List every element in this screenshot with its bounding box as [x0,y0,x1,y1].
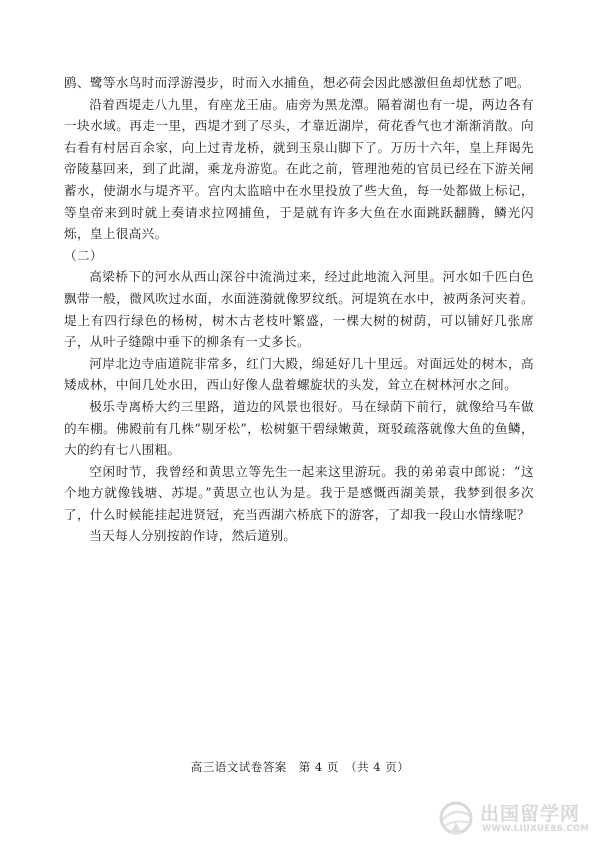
section-heading: （二） [64,247,103,263]
globe-logo-icon [436,798,476,838]
article-body [64,72,534,547]
paragraph: 极乐寺离桥大约三里路，道边的风景也很好。马在绿荫下前行，就像给马车做的车棚。佛殿前有几株“剔牙松”，松树躯干碧绿嫩黄，斑驳疏落就像大鱼的鱼鳞，大的约有七八围粗。 [64,398,534,458]
paragraph: 当天每人分别按韵作诗，然后道别。 [89,528,297,544]
page-footer: 高三语文试卷答案 第 4 页 （共 4 页） [190,760,410,774]
watermark [436,796,596,844]
paragraph: 沿着西堤走八九里，有座龙王庙。庙旁为黑龙潭。隔着湖也有一堤，两边各有一块水域。再走一里，西堤才到了尽头，才靠近湖岸，荷花香气也才渐渐消散。向右看有村居百余家，向上过青龙桥，就到玉泉山脚下了。万历十六年，皇上拜谒先帝陵墓回来，到了此湖，乘龙舟游览。在此之前，管理池苑的官员已经在下游关闸蓄水，使湖水与堤齐平。宫内太监暗中在水里投放了些大鱼，每一处都做上标记，等皇帝来到时就上奏请求拉网捕鱼，于是就有许多大鱼在水面跳跃翻腾，鳞光闪烁，皇上很高兴。 [64,96,534,242]
watermark-text: 出国留学网 [480,803,581,825]
paragraph: 空闲时节，我曾经和黄思立等先生一起来这里游玩。我的弟弟袁中郎说：“这个地方就像钱塘、苏堤。”黄思立也认为是。我于是感慨西湖美景，我梦到很多次了，什么时候能挂起进贤冠，充当西湖六桥底下的游客，了却我一段山水情缘呢？ [64,463,534,522]
paragraph: 鸥、鹭等水鸟时而浮游漫步，时而入水捕鱼，想必荷会因此感激但鱼却忧愁了吧。 [64,75,530,90]
paragraph: 高梁桥下的河水从西山深谷中流淌过来，经过此地流入河里。河水如千匹白色飘带一般，微风吹过水面，水面涟漪就像罗纹纸。河堤筑在水中，被两条河夹着。堤上有四行绿色的杨树，树木古老枝叶繁盛，一棵大树的树荫，可以铺好几张席子，从叶子缝隙中垂下的柳条有一丈多长。 [64,269,534,350]
paragraph: 河岸北边寺庙道院非常多，红门大殿，绵延好几十里远。对面远处的树木，高矮成林，中间几处水田，西山好像人盘着螺旋状的头发，耸立在树林河水之间。 [64,355,534,393]
watermark-url: WWW.LIUXUE86.COM [482,824,590,834]
